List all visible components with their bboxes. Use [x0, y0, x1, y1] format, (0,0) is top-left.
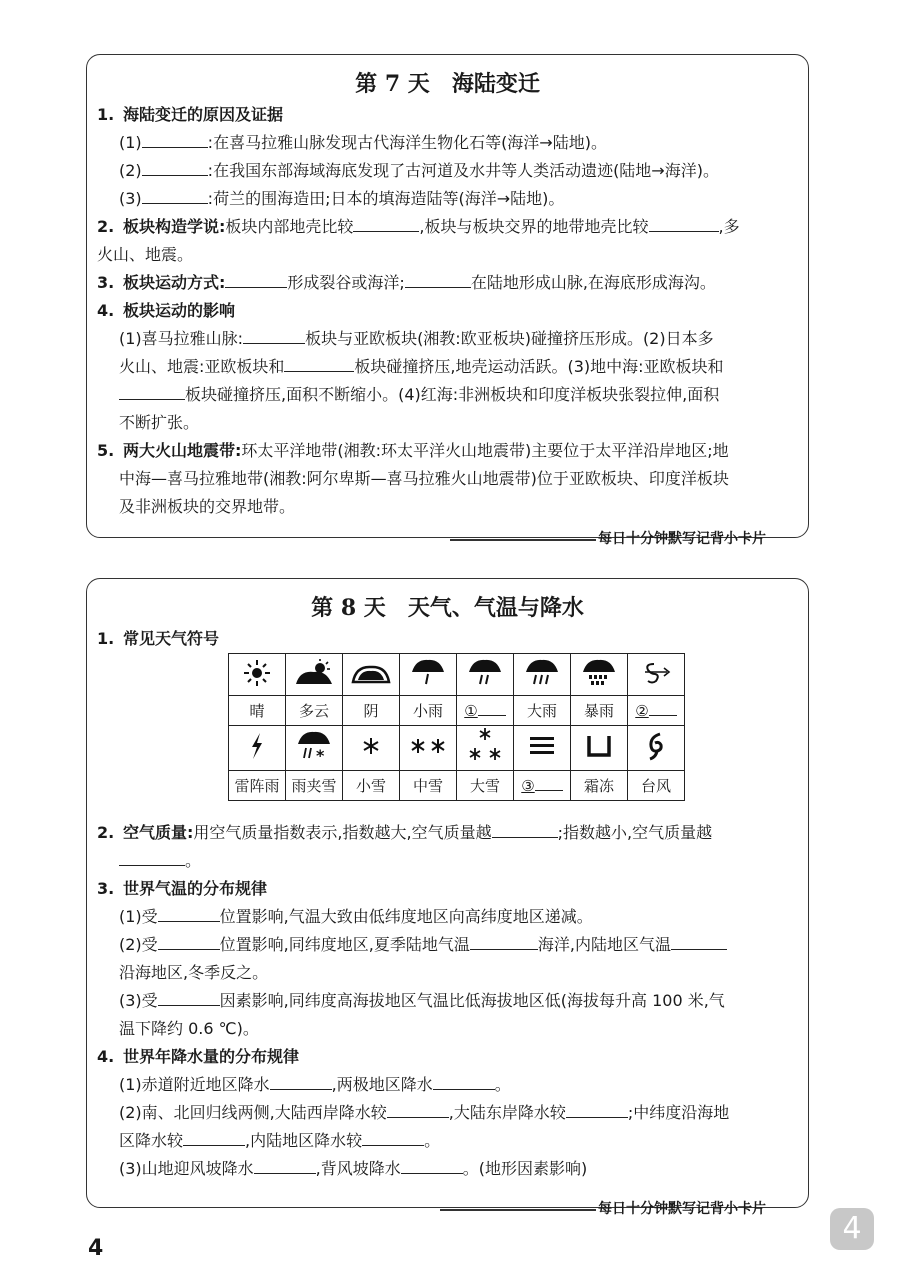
- question-number: 3.: [97, 879, 115, 898]
- footer-rule: [450, 539, 596, 541]
- text: (2)南、北回归线两侧,大陆西岸降水较: [119, 1103, 387, 1122]
- text: 位置影响,气温大致由低纬度地区向高纬度地区递减。: [219, 907, 593, 926]
- answer-blank[interactable]: [142, 185, 208, 204]
- text: (3)山地迎风坡降水: [119, 1159, 254, 1178]
- question-2: [97, 819, 800, 847]
- text: ,大陆东岸降水较: [448, 1103, 566, 1122]
- question-heading: 板块构造学说:: [123, 217, 226, 236]
- text: (1)赤道附近地区降水: [119, 1075, 270, 1094]
- card-content-lower: [97, 819, 800, 1183]
- text: ,两极地区降水: [331, 1075, 433, 1094]
- answer-blank[interactable]: [142, 157, 208, 176]
- sun-icon: [229, 654, 286, 696]
- heavy-rain-icon: [514, 654, 571, 696]
- symbol-label: 雨夹雪: [286, 771, 343, 801]
- item-prefix: (2): [119, 161, 142, 180]
- symbol-label: 台风: [628, 771, 685, 801]
- light-rain-icon: [400, 654, 457, 696]
- question-3: [97, 269, 800, 297]
- answer-blank[interactable]: [535, 776, 563, 791]
- text: 在陆地形成山脉,在海底形成海沟。: [470, 273, 716, 292]
- question-heading: 板块运动方式:: [123, 273, 226, 292]
- text-line: [97, 1127, 800, 1155]
- blank-number: ②: [635, 702, 649, 720]
- question-4: [97, 297, 800, 325]
- answer-blank[interactable]: [671, 931, 727, 950]
- question-number: 5.: [97, 441, 115, 460]
- text-line: [97, 931, 800, 959]
- text: 。(地形因素影响): [462, 1159, 588, 1178]
- answer-blank[interactable]: [158, 931, 220, 950]
- symbol-row: [229, 654, 685, 696]
- symbol-label: 阴: [343, 696, 400, 726]
- text: 位置影响,同纬度地区,夏季陆地气温: [219, 935, 470, 954]
- text: (1)受: [119, 907, 158, 926]
- svg-text:*: *: [316, 746, 325, 764]
- day-label: 第 8 天: [311, 595, 386, 621]
- symbol-answer-blank[interactable]: [628, 696, 685, 726]
- answer-blank[interactable]: [492, 819, 558, 838]
- symbol-label: 暴雨: [571, 696, 628, 726]
- answer-blank[interactable]: [243, 325, 305, 344]
- list-item: [97, 129, 800, 157]
- text: 不断扩张。: [119, 413, 200, 432]
- partly-cloudy-icon: [286, 654, 343, 696]
- text: (2)受: [119, 935, 158, 954]
- text-line: [97, 847, 800, 875]
- question-number: 2.: [97, 823, 115, 842]
- question-number: 1.: [97, 105, 115, 124]
- symbol-label: 大雨: [514, 696, 571, 726]
- weather-symbol-table: [228, 653, 685, 801]
- answer-blank[interactable]: [362, 1127, 424, 1146]
- question-5: [97, 437, 800, 465]
- text: 。: [185, 851, 202, 870]
- text: 海洋,内陆地区气温: [537, 935, 671, 954]
- answer-blank[interactable]: [433, 1071, 495, 1090]
- answer-blank[interactable]: [470, 931, 538, 950]
- text: 板块碰撞挤压,地壳运动活跃。(3)地中海:亚欧板块和: [354, 357, 724, 376]
- symbol-answer-blank[interactable]: [457, 696, 514, 726]
- topic-title: 天气、气温与降水: [407, 595, 584, 621]
- text: 环太平洋地带(湘教:环太平洋火山地震带)主要位于太平洋沿岸地区;地: [241, 441, 729, 460]
- text-line: [97, 1155, 800, 1183]
- answer-blank[interactable]: [158, 987, 220, 1006]
- topic-title: 海陆变迁: [451, 71, 540, 97]
- question-4: [97, 1043, 800, 1071]
- card-content: [97, 101, 800, 521]
- answer-blank[interactable]: [353, 213, 419, 232]
- answer-blank[interactable]: [649, 701, 677, 716]
- symbol-label: 小雨: [400, 696, 457, 726]
- text-line: [97, 325, 800, 353]
- card-day7: [86, 54, 809, 538]
- label-row: [229, 771, 685, 801]
- text-line: [97, 353, 800, 381]
- text: 因素影响,同纬度高海拔地区气温比低海拔地区低(海拔每升高 100 米,气: [219, 991, 725, 1010]
- question-number: 4.: [97, 1047, 115, 1066]
- answer-blank[interactable]: [254, 1155, 316, 1174]
- answer-blank[interactable]: [401, 1155, 463, 1174]
- symbol-label: 大雪: [457, 771, 514, 801]
- answer-blank[interactable]: [225, 269, 287, 288]
- light-snow-icon: [343, 726, 400, 771]
- text: 中海—喜马拉雅地带(湘教:阿尔卑斯—喜马拉雅火山地震带)位于亚欧板块、印度洋板块: [119, 469, 729, 488]
- moderate-snow-icon: [400, 726, 457, 771]
- text-line: [97, 1015, 800, 1043]
- typhoon-icon: [628, 726, 685, 771]
- question-number: 2.: [97, 217, 115, 236]
- question-3: [97, 875, 800, 903]
- answer-blank[interactable]: [478, 701, 506, 716]
- question-heading: 板块运动的影响: [123, 301, 236, 320]
- card-footer: 每日十分钟默写记背小卡片: [598, 531, 766, 547]
- text: (3)受: [119, 991, 158, 1010]
- text-line: [97, 1099, 800, 1127]
- fog-icon: [514, 726, 571, 771]
- item-text: :在我国东部海域海底发现了古河道及水井等人类活动遗迹(陆地→海洋)。: [207, 161, 719, 180]
- symbol-label: 霜冻: [571, 771, 628, 801]
- sandstorm-icon: [628, 654, 685, 696]
- answer-blank[interactable]: [566, 1099, 628, 1118]
- label-row: [229, 696, 685, 726]
- text: 沿海地区,冬季反之。: [119, 963, 269, 982]
- thunderstorm-icon: [229, 726, 286, 771]
- card-title: [87, 67, 808, 103]
- text-line: [97, 1071, 800, 1099]
- text: 板块与亚欧板块(湘教:欧亚板块)碰撞挤压形成。(2)日本多: [305, 329, 714, 348]
- question-number: 1.: [97, 629, 115, 648]
- question-heading: 常见天气符号: [123, 629, 220, 648]
- card-title: [87, 591, 808, 627]
- frost-icon: [571, 726, 628, 771]
- question-heading: 空气质量:: [123, 823, 194, 842]
- blank-number: ③: [521, 777, 535, 795]
- list-item: [97, 185, 800, 213]
- text-line: [97, 465, 800, 493]
- text-line: [97, 241, 800, 269]
- text: 用空气质量指数表示,指数越大,空气质量越: [193, 823, 492, 842]
- text-line: [97, 959, 800, 987]
- text-line: [97, 493, 800, 521]
- item-prefix: (1): [119, 133, 142, 152]
- moderate-rain-icon: [457, 654, 514, 696]
- text: 火山、地震。: [97, 245, 194, 264]
- page-badge: 4: [830, 1208, 874, 1250]
- answer-blank[interactable]: [387, 1099, 449, 1118]
- text: ;中纬度沿海地: [627, 1103, 730, 1122]
- item-prefix: (3): [119, 189, 142, 208]
- symbol-answer-blank[interactable]: [514, 771, 571, 801]
- answer-blank[interactable]: [405, 269, 471, 288]
- blank-number: ①: [464, 702, 478, 720]
- text: 板块内部地壳比较: [225, 217, 354, 236]
- list-item: [97, 157, 800, 185]
- text: ,背风坡降水: [315, 1159, 401, 1178]
- answer-blank[interactable]: [158, 903, 220, 922]
- symbol-label: 中雪: [400, 771, 457, 801]
- question-heading: 海陆变迁的原因及证据: [123, 105, 284, 124]
- question-1: [97, 625, 800, 653]
- text: 。: [494, 1075, 511, 1094]
- text: 板块碰撞挤压,面积不断缩小。(4)红海:非洲板块和印度洋板块张裂拉伸,面积: [185, 385, 720, 404]
- symbol-label: 多云: [286, 696, 343, 726]
- item-text: :荷兰的围海造田;日本的填海造陆等(海洋→陆地)。: [207, 189, 565, 208]
- text: ,多: [718, 217, 740, 236]
- symbol-label: 晴: [229, 696, 286, 726]
- question-2: [97, 213, 800, 241]
- overcast-icon: [343, 654, 400, 696]
- text-line: [97, 409, 800, 437]
- answer-blank[interactable]: [270, 1071, 332, 1090]
- answer-blank[interactable]: [284, 353, 354, 372]
- symbol-label: 小雪: [343, 771, 400, 801]
- answer-blank[interactable]: [119, 381, 185, 400]
- text: ;指数越小,空气质量越: [557, 823, 713, 842]
- text: (1)喜马拉雅山脉:: [119, 329, 244, 348]
- sleet-icon: [286, 726, 343, 771]
- answer-blank[interactable]: [649, 213, 719, 232]
- answer-blank[interactable]: [119, 847, 185, 866]
- question-heading: 两大火山地震带:: [123, 441, 242, 460]
- text: 温下降约 0.6 ℃)。: [119, 1019, 259, 1038]
- answer-blank[interactable]: [142, 129, 208, 148]
- rainstorm-icon: [571, 654, 628, 696]
- footer-rule: [440, 1209, 596, 1211]
- text-line: [97, 903, 800, 931]
- answer-blank[interactable]: [183, 1127, 245, 1146]
- page-number: 4: [88, 1236, 104, 1261]
- text: ,板块与板块交界的地带地壳比较: [419, 217, 649, 236]
- text: ,内陆地区降水较: [245, 1131, 363, 1150]
- question-number: 3.: [97, 273, 115, 292]
- text: 形成裂谷或海洋;: [287, 273, 405, 292]
- text-line: [97, 987, 800, 1015]
- question-heading: 世界年降水量的分布规律: [123, 1047, 300, 1066]
- text-line: [97, 381, 800, 409]
- symbol-row: [229, 726, 685, 771]
- question-heading: 世界气温的分布规律: [123, 879, 268, 898]
- symbol-label: 雷阵雨: [229, 771, 286, 801]
- item-text: :在喜马拉雅山脉发现古代海洋生物化石等(海洋→陆地)。: [207, 133, 607, 152]
- card-content: [97, 625, 800, 653]
- text: 。: [424, 1131, 441, 1150]
- text: 区降水较: [119, 1131, 184, 1150]
- question-number: 4.: [97, 301, 115, 320]
- heavy-snow-icon: [457, 726, 514, 771]
- text: 火山、地震:亚欧板块和: [119, 357, 285, 376]
- question-1: [97, 101, 800, 129]
- day-label: 第 7 天: [355, 71, 430, 97]
- text: 及非洲板块的交界地带。: [119, 497, 296, 516]
- card-footer: 每日十分钟默写记背小卡片: [598, 1201, 766, 1217]
